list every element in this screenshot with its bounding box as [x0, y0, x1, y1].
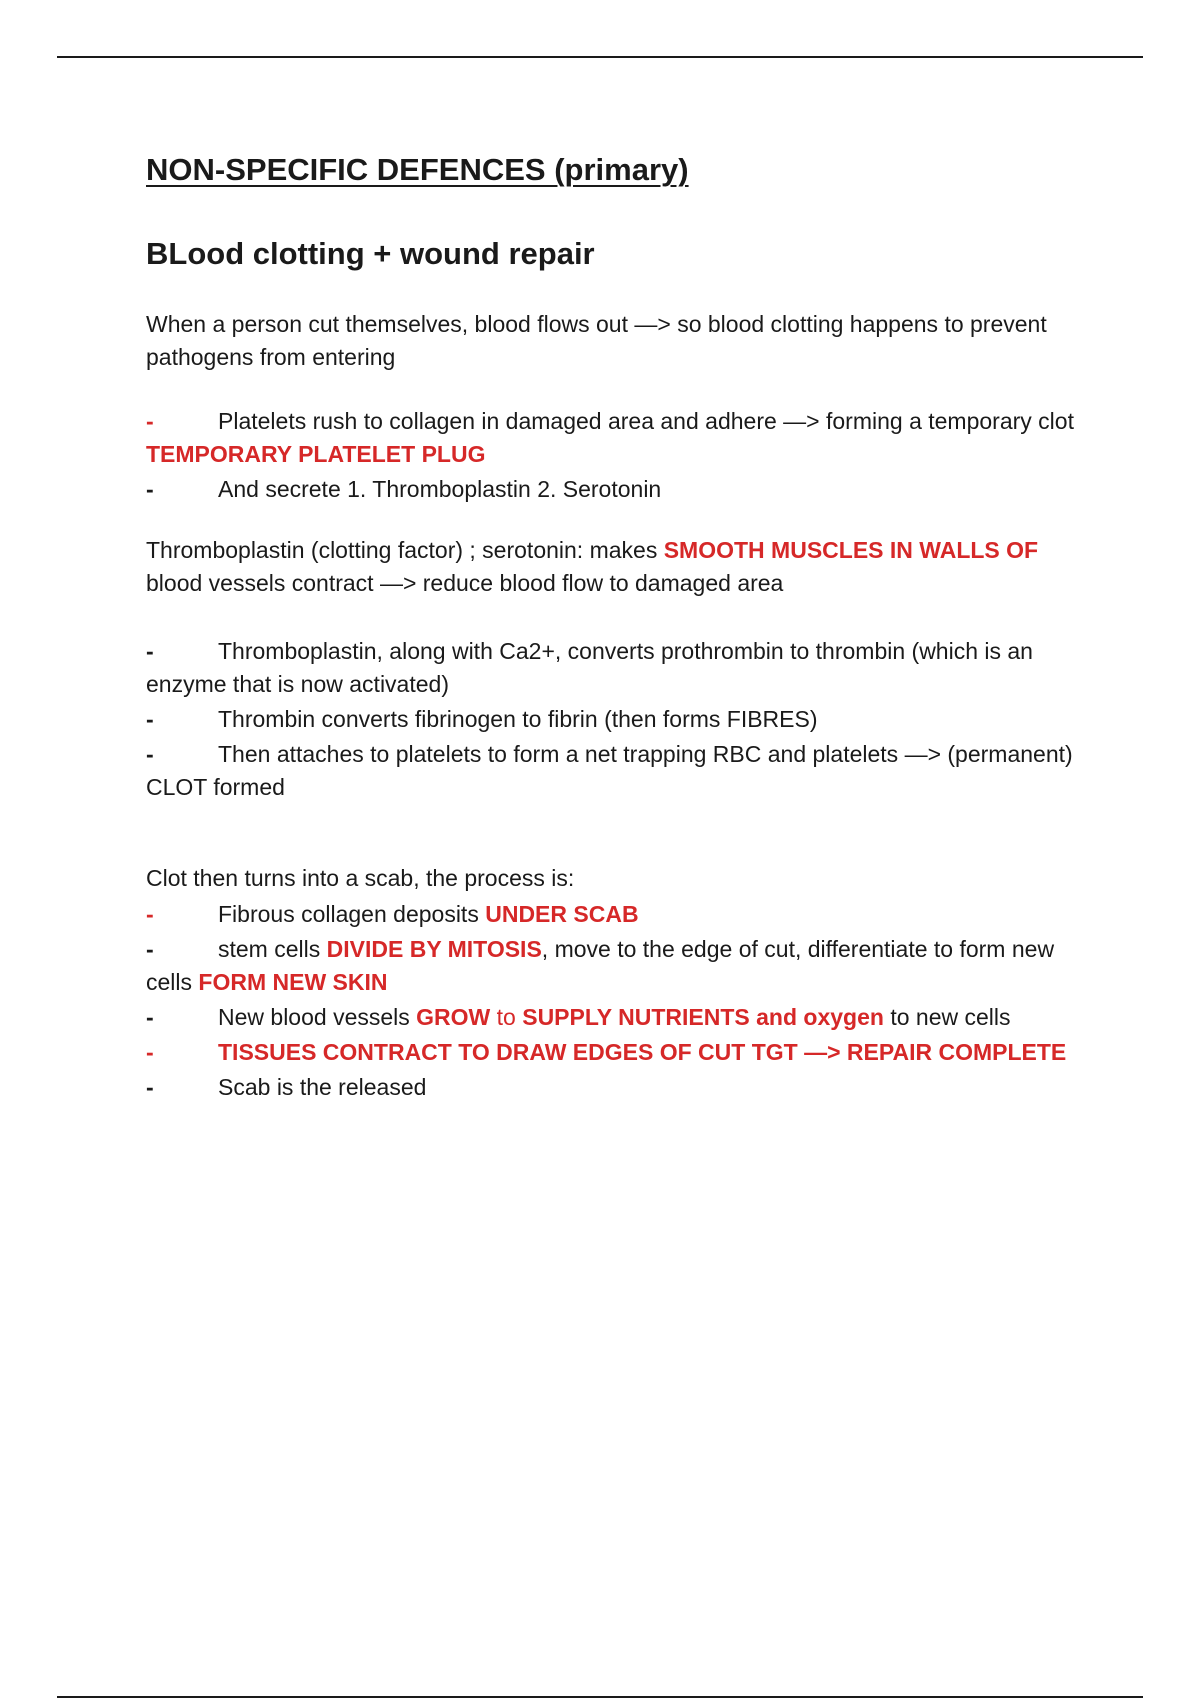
paragraph-text: Thromboplastin (clotting factor) ; serotonin: makes	[146, 537, 664, 563]
item-text: New blood vessels	[218, 1004, 417, 1030]
clotting-list	[146, 634, 1096, 804]
page-title: NON-SPECIFIC DEFENCES (primary)	[146, 152, 689, 187]
bullet-dash: -	[146, 936, 154, 962]
list-item	[146, 897, 1096, 931]
list-item	[146, 1070, 1096, 1104]
highlight-text: FORM NEW SKIN	[198, 969, 388, 995]
bullet-dash: -	[146, 706, 154, 732]
list-item	[146, 702, 1096, 736]
list-item	[146, 737, 1096, 804]
scab-intro-paragraph: Clot then turns into a scab, the process is:	[146, 865, 575, 891]
bullet-dash: -	[146, 1039, 154, 1065]
highlight-text: TEMPORARY PLATELET PLUG	[146, 441, 486, 467]
bullet-dash: -	[146, 1074, 154, 1100]
top-rule	[57, 56, 1143, 58]
item-text: Thrombin converts fibrinogen to fibrin (then forms FIBRES)	[218, 706, 818, 732]
item-text: Then attaches to platelets to form a net trapping RBC and platelets —> (permanent) CLOT formed	[146, 741, 1073, 800]
bullet-dash: -	[146, 408, 154, 434]
item-text: Scab is the released	[218, 1074, 427, 1100]
bullet-dash: -	[146, 1004, 154, 1030]
paragraph-text: blood vessels contract —> reduce blood flow to damaged area	[146, 570, 784, 596]
highlight-text: DIVIDE BY MITOSIS	[326, 936, 542, 962]
intro-paragraph: When a person cut themselves, blood flows out —> so blood clotting happens to prevent pathogens from entering	[146, 311, 1047, 370]
highlight-text: GROW	[416, 1004, 491, 1030]
list-item	[146, 472, 1096, 506]
highlight-text: TISSUES CONTRACT TO DRAW EDGES OF CUT TGT —> REPAIR COMPLETE	[218, 1039, 1067, 1065]
bullet-dash: -	[146, 901, 154, 927]
list-item	[146, 634, 1096, 701]
section-heading: BLood clotting + wound repair	[146, 236, 595, 271]
bottom-rule	[57, 1696, 1143, 1698]
bullet-dash: -	[146, 638, 154, 664]
list-item	[146, 404, 1096, 471]
list-item	[146, 1035, 1096, 1069]
item-text: stem cells	[218, 936, 327, 962]
platelet-list	[146, 404, 1096, 506]
item-text: Thromboplastin, along with Ca2+, converts prothrombin to thrombin (which is an enzyme that is now activated)	[146, 638, 1033, 697]
highlight-text: SMOOTH MUSCLES IN WALLS OF	[663, 537, 1039, 563]
item-text: And secrete 1. Thromboplastin 2. Serotonin	[218, 476, 662, 502]
document-body	[146, 150, 1096, 1104]
item-text: Platelets rush to collagen in damaged area and adhere —> forming a temporary clot	[218, 408, 1074, 434]
item-text: to	[490, 1004, 523, 1030]
bullet-dash: -	[146, 741, 154, 767]
item-text: Fibrous collagen deposits	[218, 901, 486, 927]
item-text: to new cells	[883, 1004, 1011, 1030]
highlight-text: SUPPLY NUTRIENTS and oxygen	[522, 1004, 884, 1030]
list-item	[146, 1000, 1096, 1034]
serotonin-paragraph	[146, 534, 1096, 600]
list-item	[146, 932, 1096, 999]
highlight-text: UNDER SCAB	[485, 901, 639, 927]
bullet-dash: -	[146, 476, 154, 502]
item-text: , move to the edge of cut, differentiate to form new cells	[146, 936, 1055, 995]
scab-list	[146, 897, 1096, 1104]
